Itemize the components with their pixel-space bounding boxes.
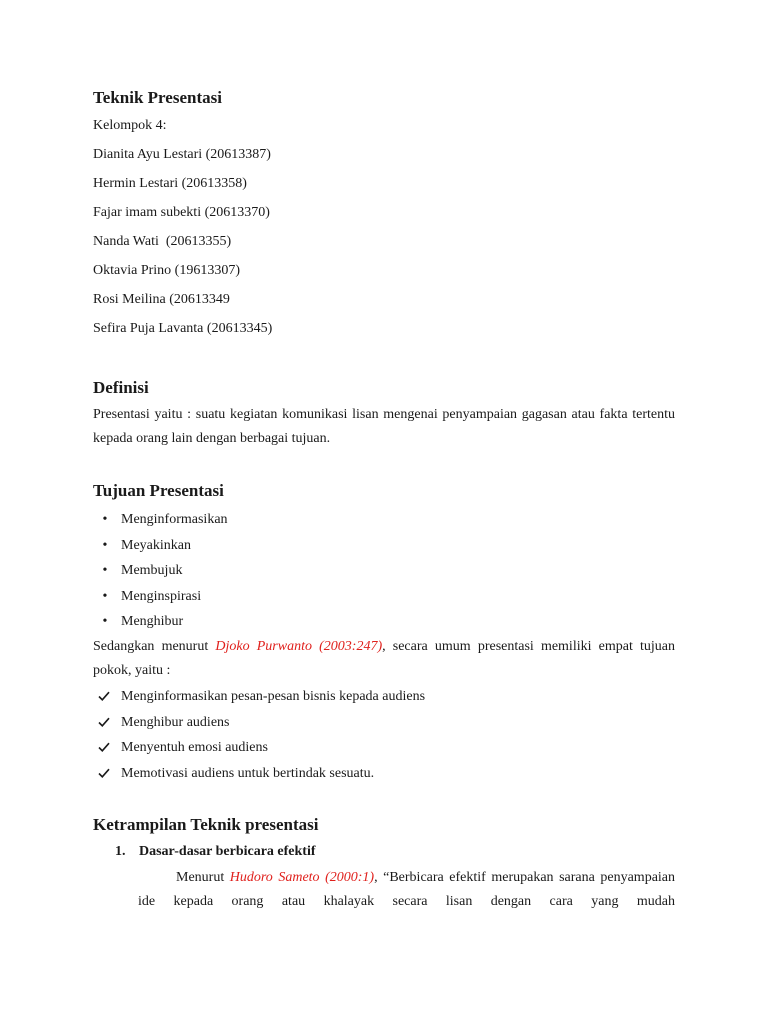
numbered-item [115,843,316,861]
list-item: • Membujuk [93,562,228,588]
bullet-icon: • [102,512,108,527]
tujuan-paragraph: Sedangkan menurut Djoko Purwanto (2003:247), secara umum presentasi memiliki empat tujuan pokok, yaitu : [93,639,675,678]
list-item: Menyentuh emosi audiens [93,739,425,765]
member-item: Nanda Wati (20613355) [93,234,232,249]
member-item: Dianita Ayu Lestari (20613387) [93,147,271,162]
bullet-icon: • [102,537,108,553]
citation-sameto: Hudoro Sameto (2000:1) [229,870,375,885]
list-item: • Menghibur [93,613,228,639]
definisi-text: Presentasi yaitu : suatu kegiatan komunikasi lisan mengenai penyampaian gagasan atau fakta tertentu kepada orang lain dengan berbagai tujuan. [93,407,675,446]
list-item: Memotivasi audiens untuk bertindak sesuatu. [93,765,425,791]
bullet-icon: • [102,614,108,630]
tujuan-bullet-list [93,511,228,639]
checkmark-icon [98,691,110,701]
item-number: 1. [115,844,126,859]
member-item: Fajar imam subekti (20613370) [93,205,270,220]
group-label: Kelompok 4: [93,118,167,133]
bullet-icon: • [102,588,108,604]
document-title: Teknik Presentasi [93,88,222,107]
item-title: Dasar-dasar berbicara efektif [139,844,316,859]
member-item: Oktavia Prino (19613307) [93,263,240,278]
member-item: Rosi Meilina (20613349 [93,292,230,307]
list-item: • Meyakinkan [93,537,228,563]
definisi-heading: Definisi [93,378,149,397]
list-item: • Menginspirasi [93,588,228,614]
ketrampilan-heading: Ketrampilan Teknik presentasi [93,815,319,834]
list-item: • Menginformasikan [93,511,228,537]
list-item: Menginformasikan pesan-pesan bisnis kepada audiens [93,688,425,714]
checkmark-icon [98,768,110,778]
ketrampilan-paragraph: Menurut Hudoro Sameto (2000:1), “Berbicara efektif merupakan sarana penyampaian ide kepada orang atau khalayak secara lisan dengan cara yang mudah [138,870,676,909]
checkmark-icon [98,742,110,752]
citation-purwanto: Djoko Purwanto (2003:247) [215,639,383,654]
bullet-icon: • [102,563,108,579]
list-item: Menghibur audiens [93,714,425,740]
member-item: Sefira Puja Lavanta (20613345) [93,321,273,336]
member-item: Hermin Lestari (20613358) [93,176,247,191]
tujuan-check-list [93,688,425,790]
checkmark-icon [98,717,110,727]
tujuan-heading: Tujuan Presentasi [93,481,224,500]
